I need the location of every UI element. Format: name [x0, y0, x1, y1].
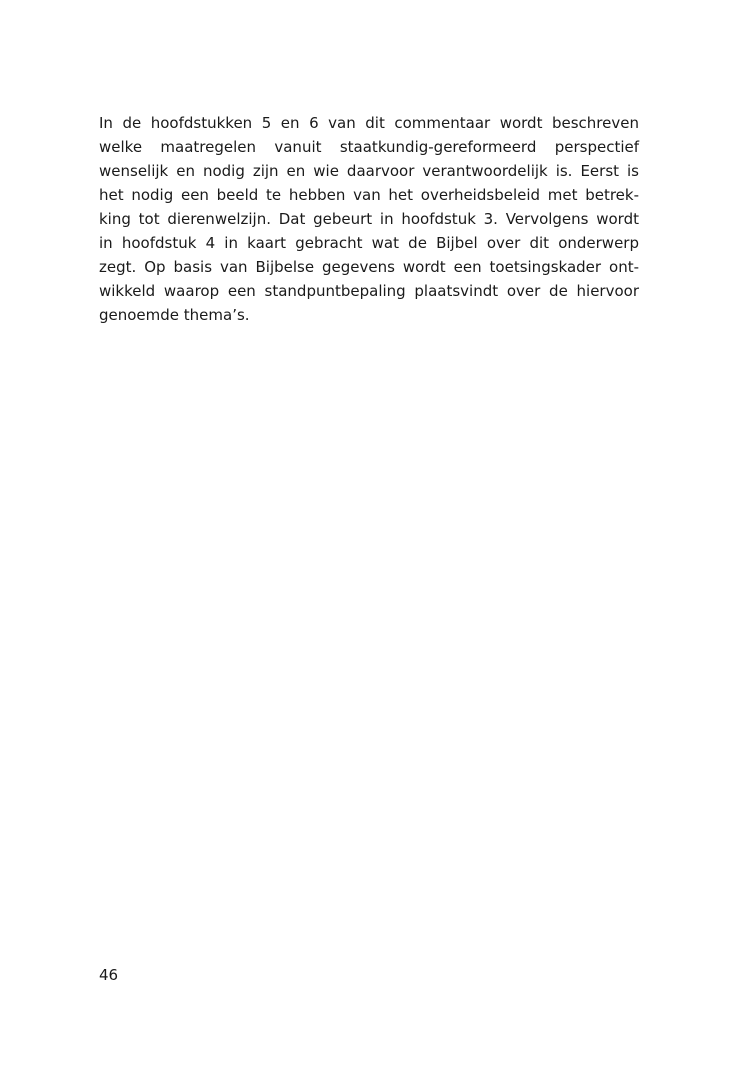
paragraph-line: wenselijk en nodig zijn en wie daarvoor verantwoordelijk is. Eerst is [99, 162, 639, 180]
page-number: 46 [99, 966, 119, 984]
paragraph-line: In de hoofdstukken 5 en 6 van dit commentaar wordt beschreven [99, 114, 639, 132]
body-paragraph [99, 111, 639, 327]
paragraph-line: welke maatregelen vanuit staatkundig-gereformeerd perspectief [99, 138, 639, 156]
paragraph-line: het nodig een beeld te hebben van het overheidsbeleid met betrek- [99, 186, 639, 204]
paragraph-line: genoemde thema’s. [99, 306, 250, 324]
paragraph-line: in hoofdstuk 4 in kaart gebracht wat de Bijbel over dit onderwerp [99, 234, 639, 252]
paragraph-line: wikkeld waarop een standpuntbepaling plaatsvindt over de hiervoor [99, 282, 639, 300]
paragraph-line: zegt. Op basis van Bijbelse gegevens wordt een toetsingskader ont- [99, 258, 639, 276]
paragraph-line: king tot dierenwelzijn. Dat gebeurt in hoofdstuk 3. Vervolgens wordt [99, 210, 639, 228]
